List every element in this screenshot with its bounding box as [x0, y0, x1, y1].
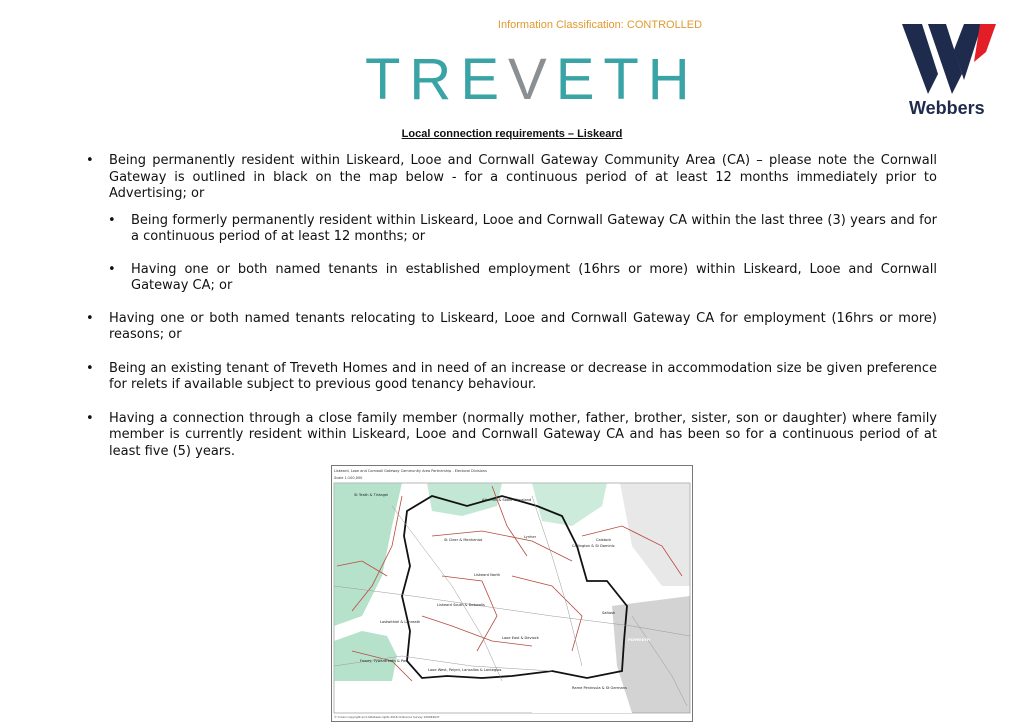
- bullet-icon: •: [108, 261, 116, 277]
- list-item-text: Being an existing tenant of Treveth Homes and in need of an increase or decrease in accommodation size be given preference for relets if available subject to previous good tenancy behaviour.: [109, 360, 937, 392]
- map-scale: Scale 1:100,000: [334, 476, 363, 480]
- webbers-label: Webbers: [909, 98, 985, 118]
- list-item-text: Having one or both named tenants relocating to Liskeard, Looe and Cornwall Gateway CA for employment (16hrs or more) reasons; or: [109, 310, 937, 342]
- list-item: [108, 213, 937, 246]
- map-graphic: [332, 466, 692, 721]
- list-item: [86, 361, 937, 394]
- map-label: Rame Peninsula & St Germans: [572, 686, 627, 690]
- treveth-logo-part: ETH: [555, 47, 699, 112]
- map-label: Altarnun & Stoke Climsland: [482, 498, 532, 502]
- treveth-logo: [365, 47, 699, 112]
- community-area-map: [331, 465, 693, 722]
- page-heading: Local connection requirements – Liskeard: [401, 128, 623, 140]
- list-item-text: Being formerly permanently resident within Liskeard, Looe and Cornwall Gateway CA within the last three (3) years and for a continuous period of at least 12 months; or: [131, 212, 937, 244]
- map-title: Liskeard, Looe and Cornwall Gateway Community Area Partnership - Electoral Divisions: [334, 469, 487, 473]
- map-label: Looe West, Pelynt, Lansallos & Lanteglos: [428, 668, 502, 672]
- map-label: Liskeard South & Dobwalls: [437, 603, 485, 607]
- map-label: Fowey, Tywardreath & Par: [360, 659, 407, 663]
- map-label: Calstock: [596, 538, 612, 542]
- bullet-icon: •: [86, 360, 94, 376]
- map-label: Lostwithiel & Lanreath: [380, 620, 421, 624]
- bullet-icon: •: [108, 212, 116, 228]
- map-label: PLYMOUTH: [628, 638, 650, 642]
- list-item: [86, 153, 937, 203]
- treveth-logo-v: V: [508, 47, 556, 112]
- list-item: [108, 262, 937, 295]
- map-label: Liskeard North: [474, 573, 501, 577]
- bullet-icon: •: [86, 410, 94, 426]
- list-item-text: Being permanently resident within Liskeard, Looe and Cornwall Gateway Community Area (CA) – please note the Cornwall Gateway is outlined in black on the map below - for a continuous period of at least 12 months immediately prior to Advertising; or: [109, 153, 937, 201]
- classification-label: Information Classification: CONTROLLED: [497, 19, 703, 31]
- map-label: Callington & St Dominic: [572, 544, 615, 548]
- map-label: Looe East & Deviock: [502, 636, 539, 640]
- list-item-text: Having one or both named tenants in established employment (16hrs or more) within Liskeard, Looe and Cornwall Gateway CA; or: [131, 261, 937, 293]
- map-label: St Teath & Tintagel: [354, 493, 389, 497]
- map-label: Saltash: [602, 611, 616, 615]
- list-item-text: Having a connection through a close family member (normally mother, father, brother, sister, son or daughter) where family member is currently resident within Liskeard, Looe and Cornwall Gateway CA and has been so for a continuous period of at least five (5) years.: [109, 410, 937, 459]
- map-label: Lynher: [524, 535, 537, 539]
- list-item: [86, 411, 937, 461]
- map-label: St Cleer & Menheniot: [444, 538, 483, 542]
- map-copyright: © Crown copyright and database rights 2016 Ordnance Survey 100049047: [334, 715, 440, 719]
- bullet-icon: •: [86, 153, 94, 168]
- treveth-logo-part: TRE: [365, 47, 508, 112]
- bullet-icon: •: [86, 310, 94, 326]
- list-item: [86, 311, 937, 344]
- requirements-list: [86, 153, 937, 477]
- webbers-w-icon: [902, 22, 998, 94]
